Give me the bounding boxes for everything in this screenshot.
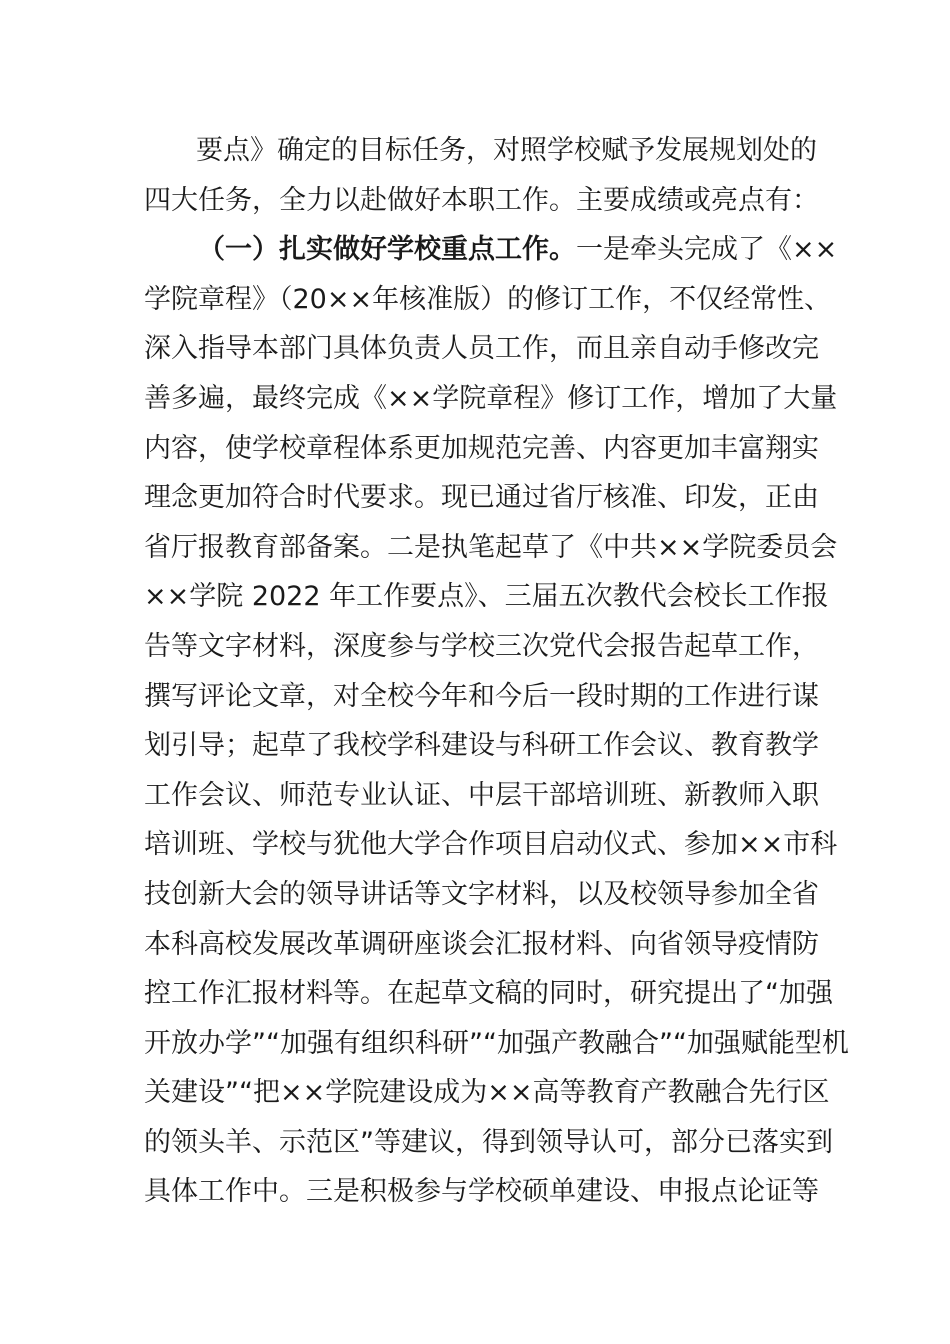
section-heading-rest: 一是牵头完成了《×× <box>576 234 838 266</box>
text-line: 学院章程》（20××年核准版）的修订工作，不仅经常性、 <box>144 283 832 315</box>
text-line: 理念更加符合时代要求。现已通过省厅核准、印发，正由 <box>144 482 819 514</box>
text-line: 四大任务，全力以赴做好本职工作。主要成绩或亮点有： <box>144 184 819 216</box>
section-heading: （一）扎实做好学校重点工作。 <box>198 234 576 266</box>
section-heading-line <box>144 225 838 275</box>
text-line: 告等文字材料，深度参与学校三次党代会报告起草工作， <box>144 630 819 662</box>
text-line: 划引导；起草了我校学科建设与科研工作会议、教育教学 <box>144 730 819 762</box>
body-text <box>144 126 849 1217</box>
text-line: 关建设”“把××学院建设成为××高等教育产教融合先行区 <box>144 1077 830 1109</box>
text-line: 省厅报教育部备案。二是执笔起草了《中共××学院委员会 <box>144 531 838 563</box>
text-line: 工作会议、师范专业认证、中层干部培训班、新教师入职 <box>144 779 819 811</box>
text-line: 具体工作中。三是积极参与学校硕单建设、申报点论证等 <box>144 1176 819 1208</box>
text-line: 的领头羊、示范区”等建议，得到领导认可，部分已落实到 <box>144 1126 833 1158</box>
text-line: 开放办学”“加强有组织科研”“加强产教融合”“加强赋能型机 <box>144 1027 849 1059</box>
text-line: 技创新大会的领导讲话等文字材料，以及校领导参加全省 <box>144 878 819 910</box>
text-line: 撰写评论文章，对全校今年和今后一段时期的工作进行谋 <box>144 680 819 712</box>
text-line: 本科高校发展改革调研座谈会汇报材料、向省领导疫情防 <box>144 928 819 960</box>
text-line: 内容，使学校章程体系更加规范完善、内容更加丰富翔实 <box>144 432 819 464</box>
text-line: 培训班、学校与犹他大学合作项目启动仪式、参加××市科 <box>144 829 838 861</box>
text-line: 善多遍，最终完成《××学院章程》修订工作，增加了大量 <box>144 382 838 414</box>
text-line: 控工作汇报材料等。在起草文稿的同时，研究提出了“加强 <box>144 978 833 1010</box>
text-line: 要点》确定的目标任务，对照学校赋予发展规划处的 <box>196 135 817 166</box>
text-line: 深入指导本部门具体负责人员工作，而且亲自动手修改完 <box>144 333 819 365</box>
text-line: ××学院 2022 年工作要点》、三届五次教代会校长工作报 <box>144 581 829 613</box>
